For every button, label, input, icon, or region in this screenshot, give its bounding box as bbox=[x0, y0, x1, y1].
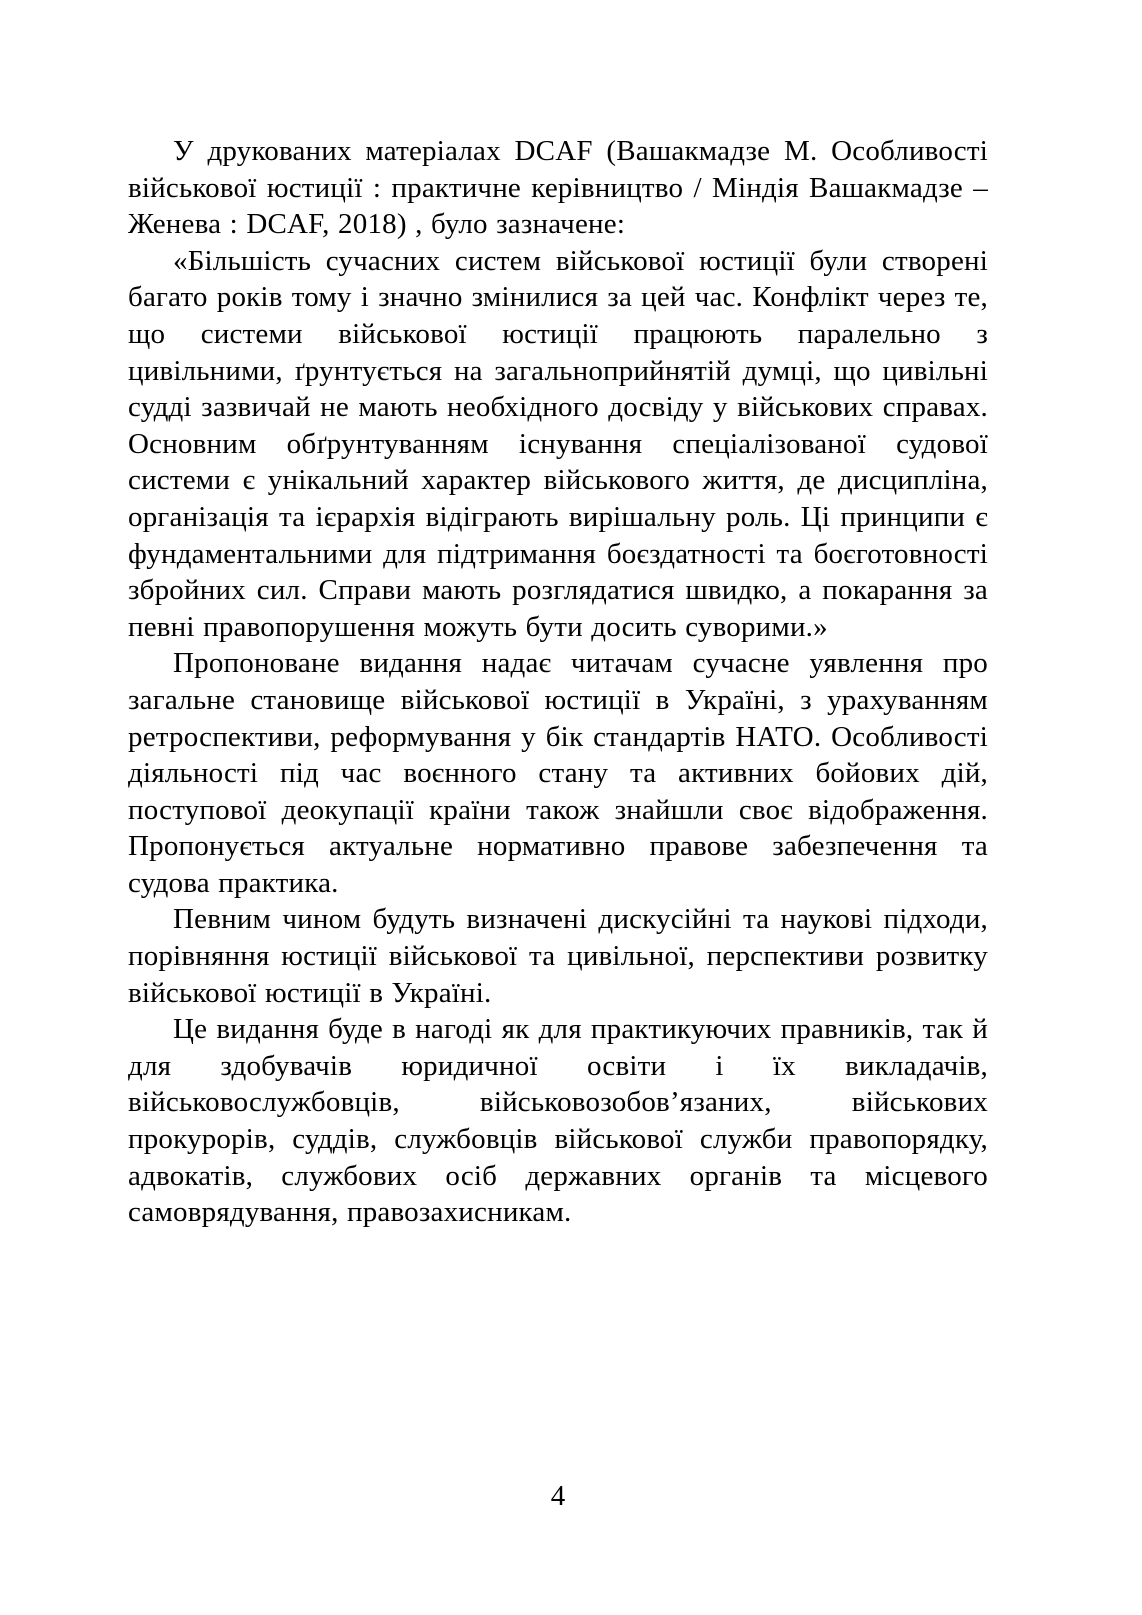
page-number: 4 bbox=[550, 1480, 566, 1512]
body-text bbox=[128, 133, 988, 1231]
paragraph-approaches: Певним чином будуть визначені дискусійні та наукові підходи, порівняння юстиції військової та цивільної, перспективи розвитку військової юстиції в Україні. bbox=[128, 903, 988, 1009]
paragraph-quote: «Більшість сучасних систем військової юстиції були створені багато років тому і значно змінилися за цей час. Конфлікт через те, що системи військової юстиції працюють паралельно з цивільними, ґрунтується на загальноприйнятій думці, що цивільні судді зазвичай не мають необхідного досвіду у військових справах. Основним обґрунтуванням існування спеціалізованої судової системи є унікальний характер військового життя, де дисципліна, організація та ієрархія відіграють вирішальну роль. Ці принципи є фундаментальними для підтримання боєздатності та боєготовності збройних сил. Справи мають розглядатися швидко, а покарання за певні правопорушення можуть бути досить суворими.» bbox=[128, 244, 988, 643]
paragraph-citation-intro: У друкованих матеріалах DCAF (Вашакмадзе М. Особливості військової юстиції : практичне керівництво / Міндія Вашакмадзе – Женева : DCAF, 2018) , було зазначене: bbox=[128, 135, 988, 241]
paragraph-edition-overview: Пропоноване видання надає читачам сучасне уявлення про загальне становище військової юстиції в Україні, з урахуванням ретроспективи, реформування у бік стандартів НАТО. Особливості діяльності під час воєнного стану та активних бойових дій, поступової деокупації країни також знайшли своє відображення. Пропонується актуальне нормативно правове забезпечення та судова практика. bbox=[128, 647, 988, 899]
paragraph-audience: Це видання буде в нагоді як для практикуючих правників, так й для здобувачів юридичної освіти і їх викладачів, військовослужбовців, військовозобов’язаних, військових прокурорів, суддів, службовців військової служби правопорядку, адвокатів, службових осіб державних органів та місцевого самоврядування, правозахисникам. bbox=[128, 1013, 988, 1229]
